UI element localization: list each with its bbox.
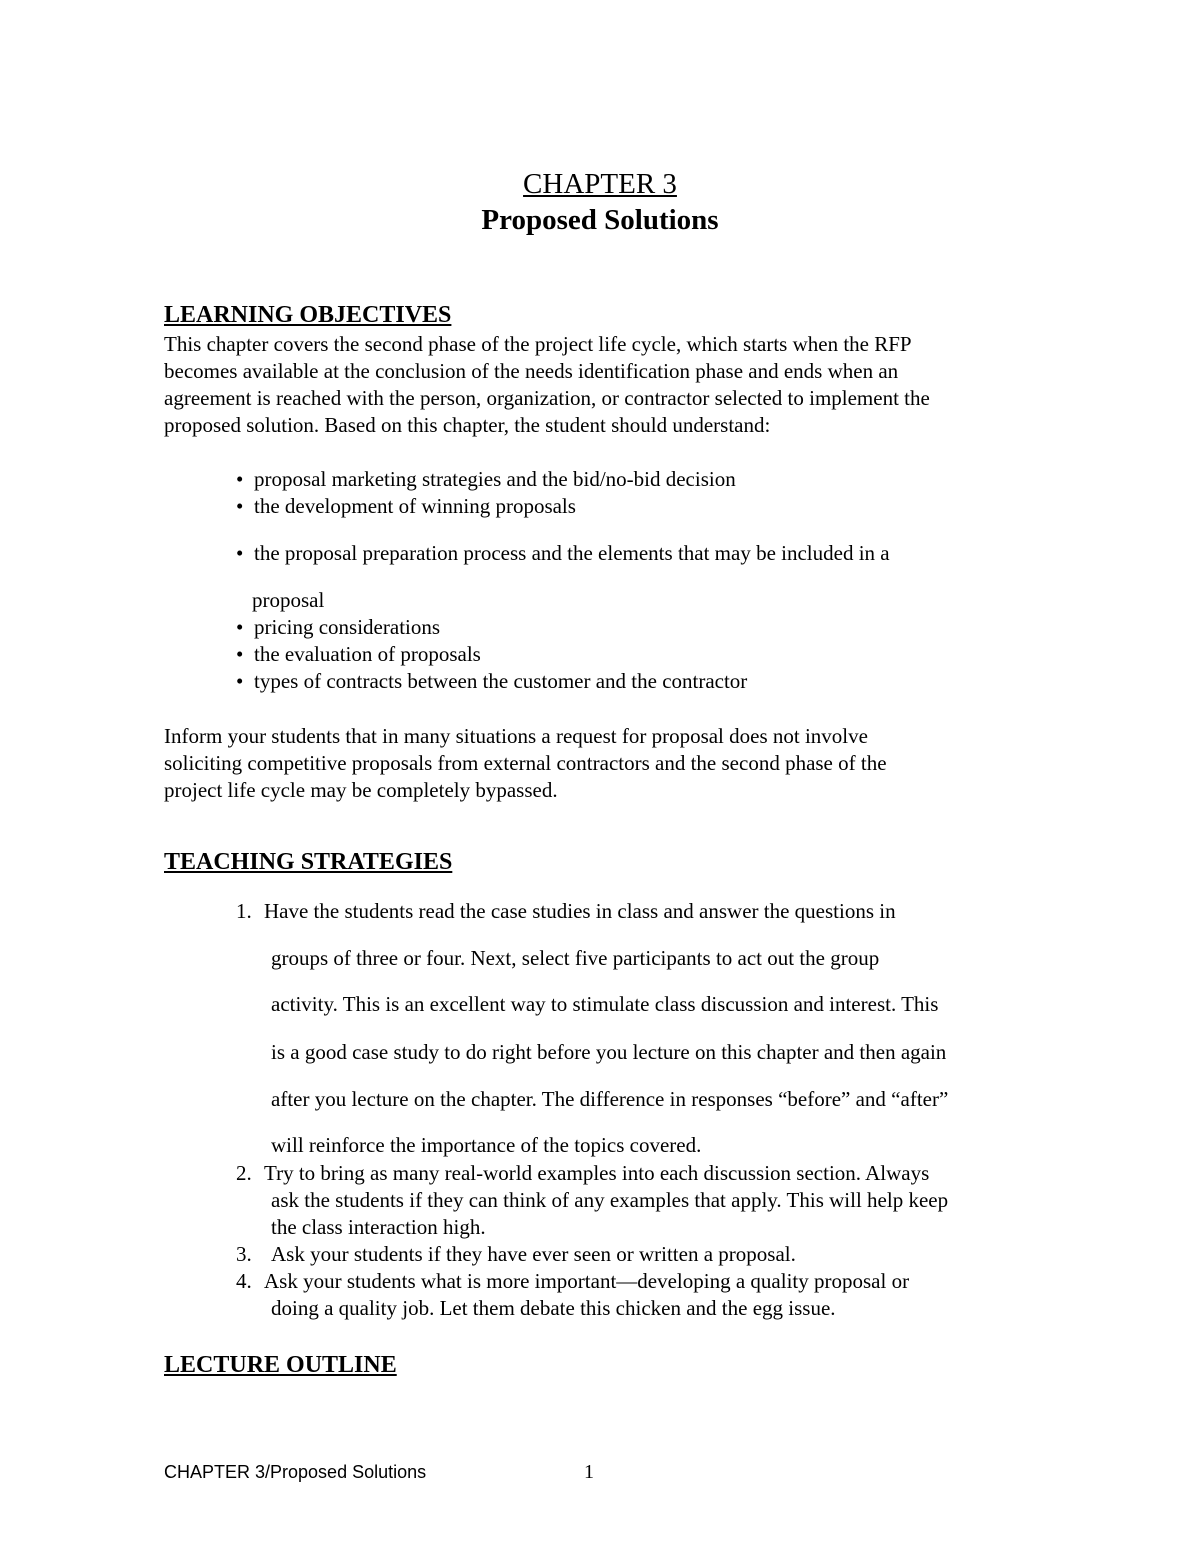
footer-page-number: 1 [584,1461,594,1483]
strategy-line: doing a quality job. Let them debate this chicken and the egg issue. [271,1296,836,1320]
strategy-line: activity. This is an excellent way to stimulate class discussion and interest. This [271,992,939,1016]
bullet-icon: • [236,467,244,491]
list-item-continuation: proposal [252,588,325,612]
intro-line: agreement is reached with the person, organization, or contractor selected to implement the [164,386,930,410]
note-line: project life cycle may be completely bypassed. [164,778,558,802]
strategy-line: Ask your students what is more important—developing a quality proposal or [264,1269,910,1293]
note-line: Inform your students that in many situations a request for proposal does not involve [164,724,868,748]
strategy-line: Have the students read the case studies in class and answer the questions in [264,899,896,923]
strategy-line: Ask your students if they have ever seen or written a proposal. [271,1242,796,1266]
objectives-note [164,723,1044,804]
bullet-icon: • [236,494,244,518]
list-item: • the evaluation of proposals [236,642,481,666]
item-number: 2. [236,1161,252,1185]
strategy-line: groups of three or four. Next, select five participants to act out the group [271,946,880,970]
item-number: 1. [236,899,252,923]
bullet-icon: • [236,615,244,639]
bullet-icon: • [236,669,244,693]
bullet-icon: • [236,541,244,565]
list-item: • pricing considerations [236,615,441,639]
lecture-outline-heading: LECTURE OUTLINE [164,1352,397,1378]
strategy-line: is a good case study to do right before you lecture on this chapter and then again [271,1040,947,1064]
strategy-line: ask the students if they can think of any examples that apply. This will help keep [271,1188,949,1212]
item-number: 3. [236,1242,252,1266]
intro-line: becomes available at the conclusion of the needs identification phase and ends when an [164,359,899,383]
strategy-line: Try to bring as many real-world examples into each discussion section. Always [264,1161,930,1185]
note-line: soliciting competitive proposals from external contractors and the second phase of the [164,751,887,775]
footer-running-title: CHAPTER 3/Proposed Solutions [164,1462,427,1482]
bullet-icon: • [236,642,244,666]
list-item: • the proposal preparation process and the elements that may be included in a [236,541,890,565]
list-item: • types of contracts between the customer and the contractor [236,669,748,693]
intro-line: This chapter covers the second phase of the project life cycle, which starts when the RFP [164,332,912,356]
learning-objectives-intro [164,331,1044,439]
chapter-number: CHAPTER 3 [523,168,677,200]
teaching-strategies-heading: TEACHING STRATEGIES [164,849,453,875]
learning-objectives-heading: LEARNING OBJECTIVES [164,302,452,328]
intro-line: proposed solution. Based on this chapter, the student should understand: [164,413,771,437]
strategy-line: after you lecture on the chapter. The difference in responses “before” and “after” [271,1087,949,1111]
strategy-line: will reinforce the importance of the topics covered. [271,1133,702,1157]
strategy-line: the class interaction high. [271,1215,486,1239]
chapter-title: Proposed Solutions [481,204,719,236]
item-number: 4. [236,1269,252,1293]
list-item: • proposal marketing strategies and the bid/no-bid decision [236,467,736,491]
list-item: • the development of winning proposals [236,494,576,518]
